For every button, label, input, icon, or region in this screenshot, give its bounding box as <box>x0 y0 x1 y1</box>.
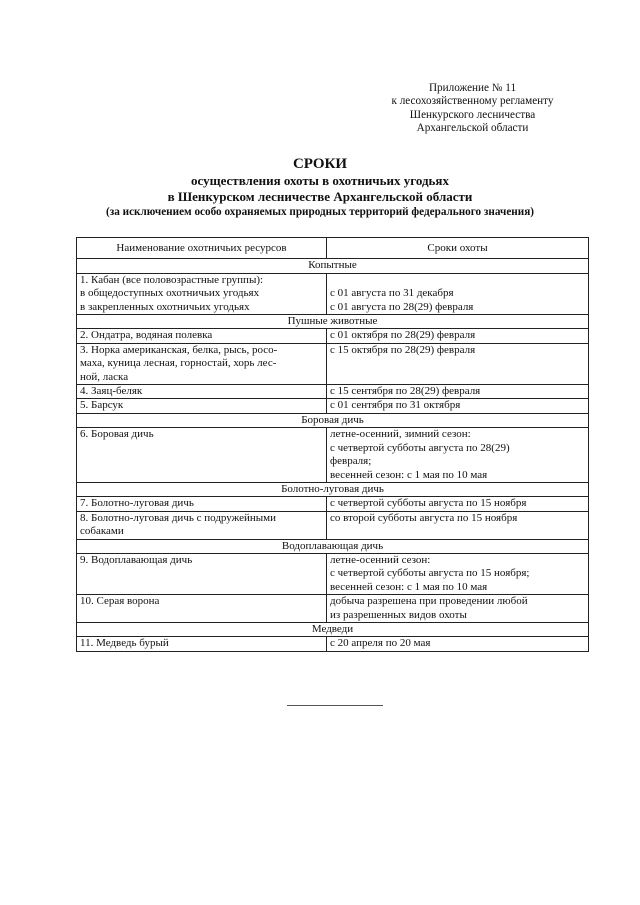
resource-line: в общедоступных охотничьих угодьях <box>80 287 260 300</box>
resource-line: 6. Боровая дичь <box>80 428 154 441</box>
term-line: со второй субботы августа по 15 ноября <box>330 511 518 524</box>
resource-cell <box>77 511 327 539</box>
term-cell <box>327 595 589 623</box>
title-line-1: осуществления охоты в охотничьих угодьях <box>191 173 449 188</box>
resource-cell <box>77 385 327 399</box>
term-line: из разрешенных видов охоты <box>330 608 467 621</box>
resource-cell <box>77 428 327 483</box>
title-line-2: в Шенкурском лесничестве Архангельской области <box>167 188 473 204</box>
term-line: летне-осенний сезон: <box>330 553 431 566</box>
appendix-line: Архангельской области <box>416 122 529 135</box>
resource-line: 5. Барсук <box>80 399 124 412</box>
term-line: добыча разрешена при проведении любой <box>330 595 528 608</box>
term-cell <box>327 511 589 539</box>
resource-line: 3. Норка американская, белка, рысь, росо- <box>80 343 278 356</box>
term-cell <box>327 385 589 399</box>
group-label: Водоплавающая дичь <box>77 539 589 553</box>
resource-line: ной, ласка <box>80 370 129 383</box>
term-cell <box>327 497 589 511</box>
table-row <box>77 399 589 413</box>
resource-line: 1. Кабан (все половозрастные группы): <box>80 273 264 286</box>
table-row <box>77 343 589 384</box>
hunting-terms-table <box>76 237 589 652</box>
term-cell <box>327 428 589 483</box>
term-line: с 15 октября по 28(29) февраля <box>330 343 476 356</box>
title-main: СРОКИ <box>292 156 348 172</box>
resource-cell <box>77 399 327 413</box>
term-line: с 01 сентября по 31 октября <box>330 399 461 412</box>
group-row <box>77 539 589 553</box>
table-row <box>77 273 589 314</box>
term-line: летне-осенний, зимний сезон: <box>330 428 471 441</box>
group-label: Медведи <box>77 622 589 636</box>
term-cell <box>327 637 589 651</box>
resource-cell <box>77 343 327 384</box>
header-terms: Сроки охоты <box>327 238 589 259</box>
table-row <box>77 497 589 511</box>
resource-line: 2. Ондатра, водяная полевка <box>80 329 213 342</box>
document-title <box>0 155 640 219</box>
resource-cell <box>77 595 327 623</box>
group-label: Боровая дичь <box>77 413 589 427</box>
header-resources: Наименование охотничьих ресурсов <box>77 238 327 259</box>
resource-line: собаками <box>80 525 124 538</box>
table-row <box>77 637 589 651</box>
term-cell <box>327 399 589 413</box>
appendix-line: Приложение № 11 <box>428 82 517 94</box>
resource-line: 7. Болотно-луговая дичь <box>80 497 194 510</box>
resource-cell <box>77 637 327 651</box>
term-cell <box>327 273 589 314</box>
title-note: (за исключением особо охраняемых природных территорий федерального значения) <box>106 206 534 218</box>
resource-line: 11. Медведь бурый <box>80 637 169 650</box>
term-cell <box>327 343 589 384</box>
end-divider <box>287 705 383 706</box>
resource-line: 8. Болотно-луговая дичь с подружейными <box>80 511 276 524</box>
table-header-row <box>77 238 589 259</box>
resource-cell <box>77 273 327 314</box>
term-line: с четвертой субботы августа по 28(29) <box>330 441 510 454</box>
appendix-line: Шенкурского лесничества <box>409 108 536 121</box>
group-row <box>77 622 589 636</box>
term-cell <box>327 553 589 594</box>
group-row <box>77 315 589 329</box>
table-row <box>77 553 589 594</box>
term-line: с четвертой субботы августа по 15 ноября <box>330 497 527 510</box>
term-line <box>330 274 585 287</box>
term-cell <box>327 329 589 343</box>
term-line: с 15 сентября по 28(29) февраля <box>330 385 481 398</box>
table-row <box>77 428 589 483</box>
term-line: весенней сезон: с 1 мая по 10 мая <box>330 468 488 481</box>
group-row <box>77 482 589 496</box>
group-row <box>77 259 589 273</box>
resource-cell <box>77 497 327 511</box>
term-line: с 20 апреля по 20 мая <box>330 637 431 650</box>
resource-line: 4. Заяц-беляк <box>80 385 143 398</box>
table-row <box>77 385 589 399</box>
group-label: Болотно-луговая дичь <box>77 482 589 496</box>
term-line: с четвертой субботы августа по 15 ноября; <box>330 567 530 580</box>
term-line: февраля; <box>330 455 372 468</box>
resource-line: в закрепленных охотничьих угодьях <box>80 300 250 313</box>
term-line: с 01 октября по 28(29) февраля <box>330 329 476 342</box>
resource-cell <box>77 329 327 343</box>
resource-line: маха, куница лесная, горностай, хорь лес- <box>80 357 277 370</box>
appendix-header <box>330 82 615 136</box>
group-label: Пушные животные <box>77 315 589 329</box>
table-row <box>77 511 589 539</box>
group-row <box>77 413 589 427</box>
term-line: с 01 августа по 31 декабря <box>330 287 454 300</box>
group-label: Копытные <box>77 259 589 273</box>
resource-cell <box>77 553 327 594</box>
resource-line: 9. Водоплавающая дичь <box>80 553 193 566</box>
term-line: с 01 августа по 28(29) февраля <box>330 300 474 313</box>
table-row <box>77 595 589 623</box>
appendix-line: к лесохозяйственному регламенту <box>391 95 554 108</box>
table-row <box>77 329 589 343</box>
resource-line: 10. Серая ворона <box>80 595 160 608</box>
term-line: весенней сезон: с 1 мая по 10 мая <box>330 580 488 593</box>
